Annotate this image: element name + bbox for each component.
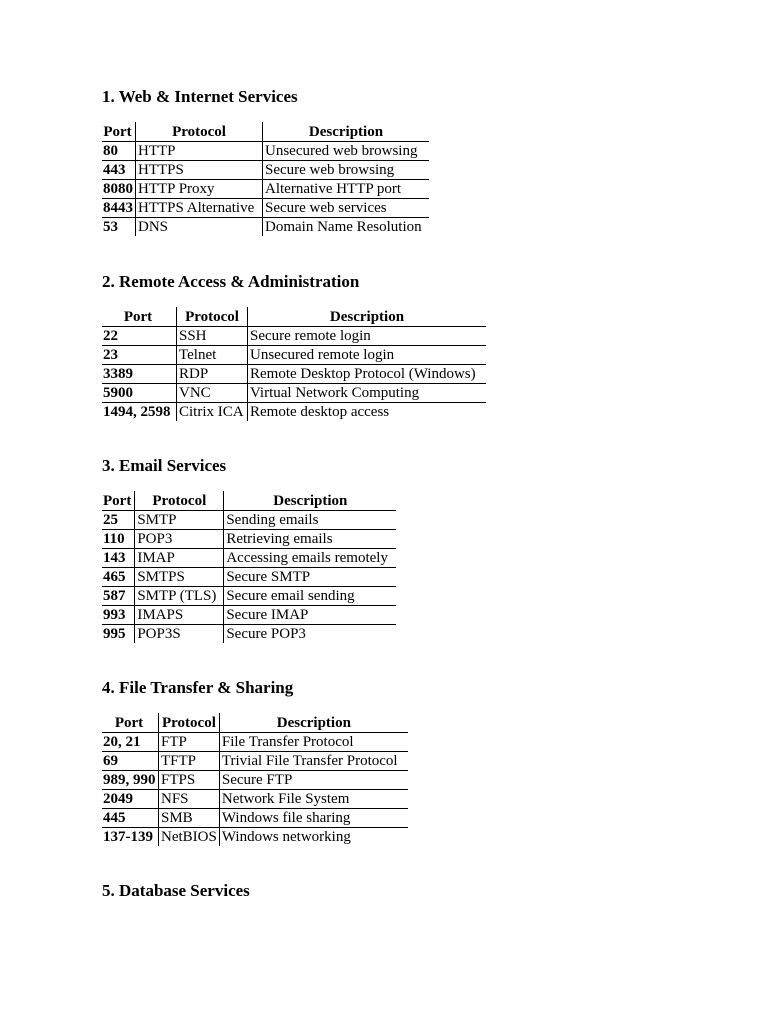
port-cell: 445 (102, 809, 159, 828)
table-row (102, 218, 429, 237)
port-table (102, 307, 486, 421)
description-column-header: Description (248, 307, 487, 327)
table-row (102, 365, 486, 384)
protocol-cell: HTTP (136, 142, 263, 161)
document-page (102, 86, 722, 920)
table-row (102, 142, 429, 161)
table-row (102, 733, 408, 752)
port-cell: 3389 (102, 365, 177, 384)
table-header-row (102, 713, 408, 733)
port-column-header: Port (102, 491, 135, 511)
protocol-column-header: Protocol (177, 307, 248, 327)
table-row (102, 790, 408, 809)
port-cell: 989, 990 (102, 771, 159, 790)
protocol-cell: NetBIOS (159, 828, 220, 847)
description-cell: Secure remote login (248, 327, 487, 346)
description-cell: Network File System (219, 790, 408, 809)
table-row (102, 511, 396, 530)
table-row (102, 771, 408, 790)
protocol-cell: Citrix ICA (177, 403, 248, 422)
port-column-header: Port (102, 713, 159, 733)
protocol-cell: FTPS (159, 771, 220, 790)
table-row (102, 530, 396, 549)
protocol-cell: IMAPS (135, 606, 224, 625)
protocol-cell: IMAP (135, 549, 224, 568)
table-row (102, 549, 396, 568)
port-cell: 993 (102, 606, 135, 625)
port-cell: 8443 (102, 199, 136, 218)
description-cell: Virtual Network Computing (248, 384, 487, 403)
protocol-cell: SMB (159, 809, 220, 828)
port-cell: 69 (102, 752, 159, 771)
table-row (102, 625, 396, 644)
table-row (102, 606, 396, 625)
protocol-cell: DNS (136, 218, 263, 237)
description-cell: Retrieving emails (224, 530, 397, 549)
port-cell: 8080 (102, 180, 136, 199)
section-heading: 2. Remote Access & Administration (102, 272, 360, 291)
description-column-header: Description (224, 491, 397, 511)
protocol-cell: HTTPS (136, 161, 263, 180)
port-cell: 25 (102, 511, 135, 530)
description-cell: Unsecured remote login (248, 346, 487, 365)
protocol-cell: TFTP (159, 752, 220, 771)
section-heading: 4. File Transfer & Sharing (102, 678, 294, 697)
port-cell: 995 (103, 626, 126, 642)
description-cell: Secure SMTP (224, 568, 397, 587)
description-cell: Sending emails (224, 511, 397, 530)
port-cell: 80 (102, 142, 136, 161)
table-row (102, 828, 408, 847)
port-column-header: Port (102, 122, 136, 142)
section-heading: 3. Email Services (102, 456, 227, 475)
table-row (102, 568, 396, 587)
port-table (102, 122, 429, 236)
table-header-row (102, 307, 486, 327)
table-row (102, 199, 429, 218)
port-cell: 22 (102, 327, 177, 346)
description-cell: Secure web services (263, 199, 430, 218)
protocol-cell: SMTP (135, 511, 224, 530)
port-cell: 1494, 2598 (103, 404, 171, 420)
port-cell: 137-139 (103, 829, 153, 845)
section-file-transfer-sharing (102, 677, 722, 880)
description-cell: File Transfer Protocol (219, 733, 408, 752)
protocol-cell: HTTP Proxy (136, 180, 263, 199)
port-cell: 443 (102, 161, 136, 180)
description-column-header: Description (263, 122, 430, 142)
table-header-row (102, 122, 429, 142)
table-row (102, 403, 486, 422)
protocol-cell: POP3S (135, 625, 224, 644)
port-cell: 53 (103, 219, 118, 235)
description-column-header: Description (219, 713, 408, 733)
section-heading: 1. Web & Internet Services (102, 87, 298, 106)
table-row (102, 180, 429, 199)
section-database-services (102, 880, 722, 920)
description-cell: Alternative HTTP port (263, 180, 430, 199)
table-row (102, 587, 396, 606)
description-cell: Secure email sending (224, 587, 397, 606)
protocol-cell: Telnet (177, 346, 248, 365)
description-cell: Windows networking (219, 828, 408, 847)
protocol-cell: FTP (159, 733, 220, 752)
table-row (102, 809, 408, 828)
port-cell: 143 (102, 549, 135, 568)
description-cell: Accessing emails remotely (224, 549, 397, 568)
port-column-header: Port (102, 307, 177, 327)
port-cell: 23 (102, 346, 177, 365)
port-cell: 465 (102, 568, 135, 587)
description-cell: Unsecured web browsing (263, 142, 430, 161)
protocol-cell: SMTPS (135, 568, 224, 587)
description-cell: Remote Desktop Protocol (Windows) (248, 365, 487, 384)
port-cell: 20, 21 (102, 733, 159, 752)
protocol-cell: VNC (177, 384, 248, 403)
port-table (102, 491, 396, 643)
port-cell: 2049 (102, 790, 159, 809)
protocol-cell: POP3 (135, 530, 224, 549)
description-cell: Trivial File Transfer Protocol (219, 752, 408, 771)
description-cell: Domain Name Resolution (263, 218, 430, 237)
table-row (102, 327, 486, 346)
table-row (102, 752, 408, 771)
description-cell: Secure POP3 (224, 625, 397, 644)
protocol-cell: RDP (177, 365, 248, 384)
port-table (102, 713, 408, 846)
protocol-column-header: Protocol (136, 122, 263, 142)
description-cell: Windows file sharing (219, 809, 408, 828)
protocol-cell: NFS (159, 790, 220, 809)
protocol-column-header: Protocol (135, 491, 224, 511)
table-row (102, 346, 486, 365)
section-web-internet-services (102, 86, 722, 271)
table-row (102, 161, 429, 180)
section-remote-access-administration (102, 271, 722, 455)
description-cell: Secure FTP (219, 771, 408, 790)
section-email-services (102, 455, 722, 677)
description-cell: Secure web browsing (263, 161, 430, 180)
table-row (102, 384, 486, 403)
port-cell: 5900 (102, 384, 177, 403)
port-cell: 587 (102, 587, 135, 606)
protocol-column-header: Protocol (159, 713, 220, 733)
section-heading: 5. Database Services (102, 881, 250, 900)
table-header-row (102, 491, 396, 511)
protocol-cell: SSH (177, 327, 248, 346)
description-cell: Secure IMAP (224, 606, 397, 625)
description-cell: Remote desktop access (248, 403, 487, 422)
protocol-cell: HTTPS Alternative (136, 199, 263, 218)
protocol-cell: SMTP (TLS) (135, 587, 224, 606)
port-cell: 110 (102, 530, 135, 549)
